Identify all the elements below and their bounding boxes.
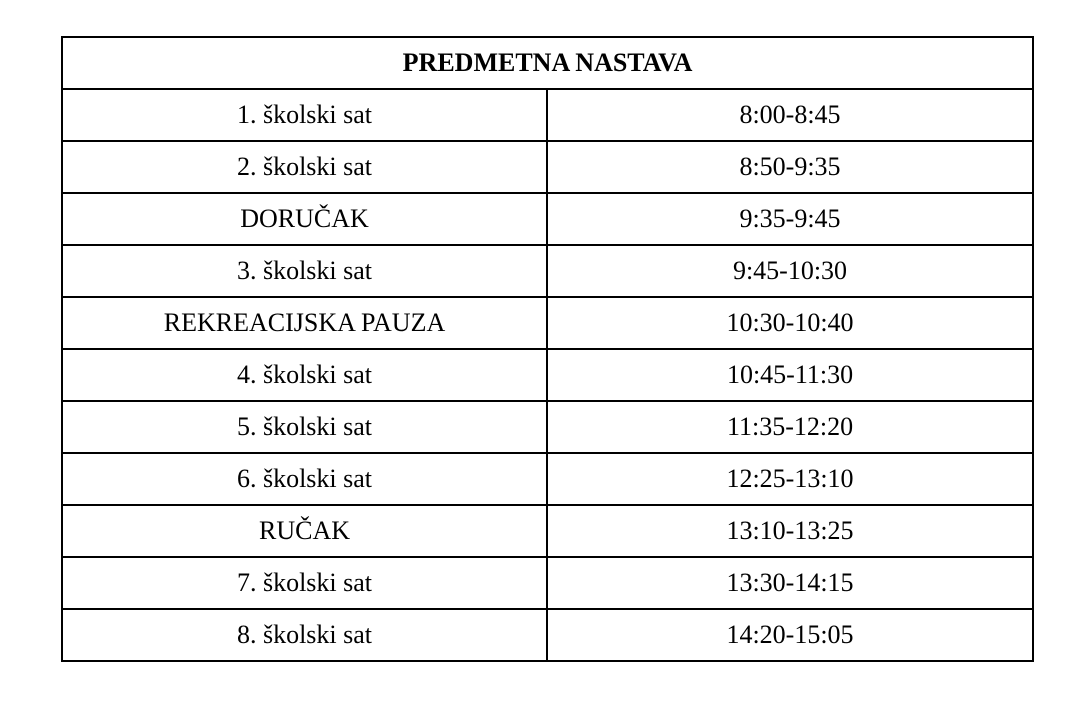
table-row bbox=[62, 245, 1033, 297]
period-label: 4. školski sat bbox=[62, 349, 547, 401]
table-title: PREDMETNA NASTAVA bbox=[62, 37, 1033, 89]
schedule-table bbox=[61, 36, 1034, 662]
period-time: 9:45-10:30 bbox=[547, 245, 1033, 297]
table-row bbox=[62, 89, 1033, 141]
period-label: 7. školski sat bbox=[62, 557, 547, 609]
period-time: 10:30-10:40 bbox=[547, 297, 1033, 349]
period-time: 8:00-8:45 bbox=[547, 89, 1033, 141]
table-row bbox=[62, 193, 1033, 245]
period-label: 5. školski sat bbox=[62, 401, 547, 453]
period-time: 12:25-13:10 bbox=[547, 453, 1033, 505]
period-label: REKREACIJSKA PAUZA bbox=[62, 297, 547, 349]
period-label: DORUČAK bbox=[62, 193, 547, 245]
table-row bbox=[62, 297, 1033, 349]
table-row bbox=[62, 349, 1033, 401]
period-time: 11:35-12:20 bbox=[547, 401, 1033, 453]
period-time: 14:20-15:05 bbox=[547, 609, 1033, 661]
period-label: 1. školski sat bbox=[62, 89, 547, 141]
schedule-body bbox=[62, 89, 1033, 661]
table-row bbox=[62, 141, 1033, 193]
period-time: 9:35-9:45 bbox=[547, 193, 1033, 245]
schedule-header bbox=[62, 37, 1033, 89]
period-time: 8:50-9:35 bbox=[547, 141, 1033, 193]
period-time: 10:45-11:30 bbox=[547, 349, 1033, 401]
period-label: 6. školski sat bbox=[62, 453, 547, 505]
table-row bbox=[62, 453, 1033, 505]
period-label: 8. školski sat bbox=[62, 609, 547, 661]
period-label: 3. školski sat bbox=[62, 245, 547, 297]
period-time: 13:10-13:25 bbox=[547, 505, 1033, 557]
period-time: 13:30-14:15 bbox=[547, 557, 1033, 609]
header-row bbox=[62, 37, 1033, 89]
period-label: 2. školski sat bbox=[62, 141, 547, 193]
period-label: RUČAK bbox=[62, 505, 547, 557]
table-row bbox=[62, 609, 1033, 661]
table-row bbox=[62, 401, 1033, 453]
table-row bbox=[62, 505, 1033, 557]
table-row bbox=[62, 557, 1033, 609]
